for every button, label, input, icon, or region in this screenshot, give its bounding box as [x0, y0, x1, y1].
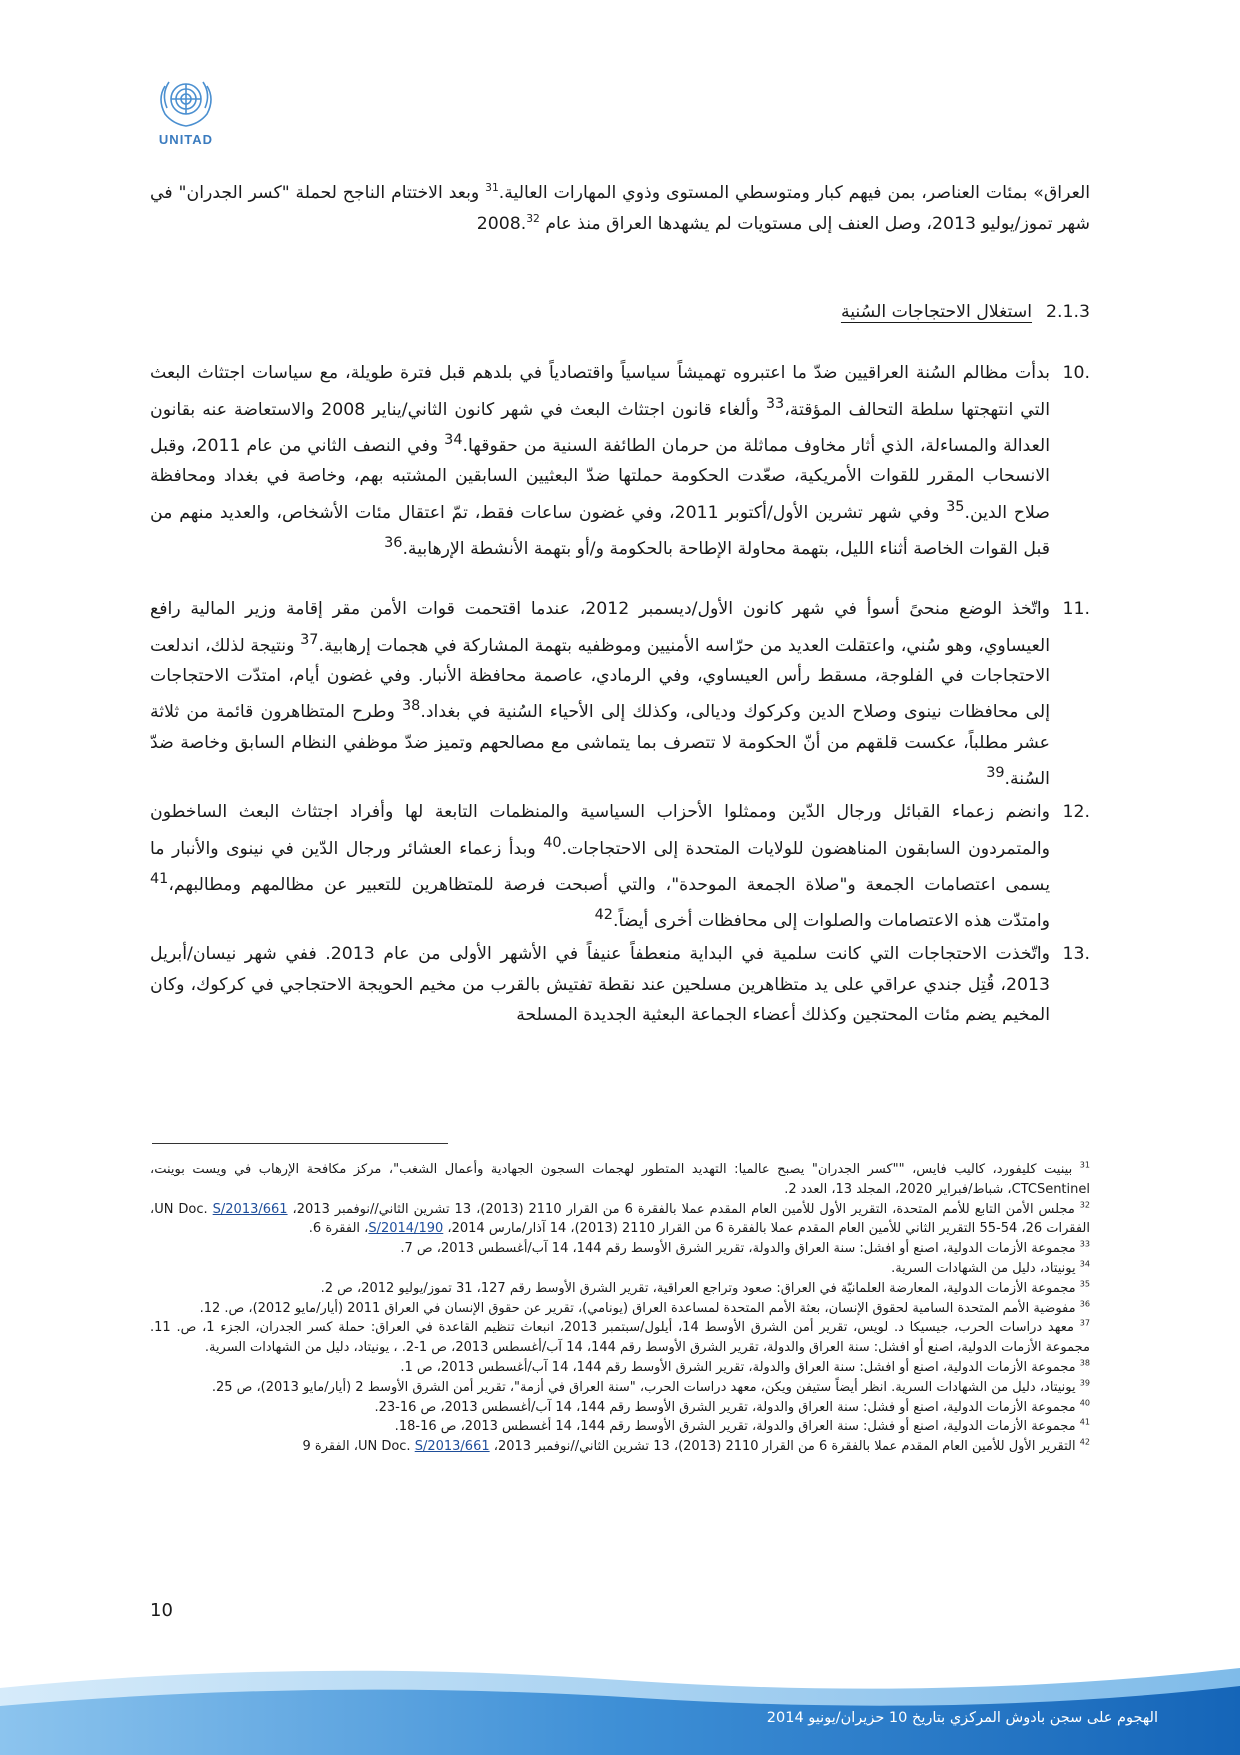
footnote-38: $^{38}$ مجموعة الأزمات الدولية، اصنع أو افشل: سنة العراق والدولة، تقرير الشرق الأوسط رقم 144، 14 آب/أغسطس 2013، ص 1.: [400, 1358, 1090, 1375]
footnote-37: $^{37}$ معهد دراسات الحرب، جيسيكا د. لويس، تقرير أمن الشرق الأوسط 14، أيلول/سبتمبر 2013، انبعاث تنظيم القاعدة في العراق: حملة كسر الجدران، الجزء 1، ص. 11. مجموعة الأزمات الدولية، اصنع أو افشل: سنة العراق والدولة، تقرير الشرق الأوسط رقم 144، 14 آب/أغسطس 2013، ص 1-2. ، يونيتاد، دليل من الشهادات السرية.: [150, 1319, 1091, 1356]
footnote-36: $^{36}$ مفوضية الأمم المتحدة السامية لحقوق الإنسان، بعثة الأمم المتحدة لمساعدة العراق (يونامي)، تقرير عن حقوق الإنسان في العراق 2011 (أيار/مايو 2012)، ص. 12.: [199, 1299, 1090, 1316]
paragraph-number: 13.: [1062, 944, 1090, 964]
footnote-34: $^{34}$ يونيتاد، دليل من الشهادات السرية.: [891, 1259, 1090, 1276]
doc-link-s-2013-661[interactable]: S/2013/661: [414, 1439, 490, 1455]
footnotes: [150, 1160, 1090, 1457]
paragraph-10: [150, 358, 1090, 564]
section-title: استغلال الاحتجاجات السُنية: [840, 302, 1033, 322]
paragraph-12: [150, 797, 1090, 936]
paragraph-text: واتّخذ الوضع منحىً أسوأ في شهر كانون الأول/ديسمبر 2012، عندما اقتحمت قوات الأمن مقر إقامة وزير المالية رافع العيساوي، وهو سُني، واعتقلت العديد من حرّاسه الأمنيين وموظفيه بتهمة المشاركة في هجمات إرهابية.$^{37}$ ونتيجة لذلك، اندلعت الاحتجاجات في الفلوجة، مسقط رأس العيساوي، وفي الرمادي، عاصمة محافظة الأنبار. وفي غضون أيام، امتدّت الاحتجاجات إلى محافظات نينوى وصلاح الدين وكركوك وديالى، وكذلك إلى الأحياء السُنية في بغداد.$^{38}$ وطرح المتظاهرون قائمة من ثلاثة عشر مطلباً، عكست قلقهم من أنّ الحكومة لا تتصرف بما يتماشى مع مصالحهم وتميز ضدّ موظفي النظام السابق وخاصة ضدّ السُنة.$^{39}$: [150, 599, 1050, 789]
footnote-separator: [152, 1143, 448, 1144]
footnote-35: $^{35}$ مجموعة الأزمات الدولية، المعارضة العلمانيّة في العراق: صعود وتراجع العراقية، تقرير الشرق الأوسط رقم 127، 31 تموز/يوليو 2012، ص 2.: [320, 1279, 1090, 1296]
section-heading: [841, 302, 1090, 322]
paragraph-text: وانضم زعماء القبائل ورجال الدّين وممثلوا الأحزاب السياسية والمنظمات التابعة لها وأفراد اجتثاث البعث الساخطون والمتمردون السابقون المناهضون للولايات المتحدة إلى الاحتجاجات.$^{40}$ وبدأ زعماء العشائر ورجال الدّين في نينوى والأنبار ما يسمى اعتصامات الجمعة و"صلاة الجمعة الموحدة"، والتي أصبحت فرصة للمتظاهرين للتعبير عن مظالمهم ومطالبهم،$^{41}$ وامتدّت هذه الاعتصامات والصلوات إلى محافظات أخرى أيضاً.$^{42}$: [150, 802, 1050, 931]
footnote-42: $^{42}$ التقرير الأول للأمين العام المقدم عملا بالفقرة 6 من القرار 2110 (2013)، 13 تشرين الثاني//نوفمبر 2013، UN Doc. S/2013/661، الفقرة 9: [302, 1437, 1090, 1455]
paragraph-text: بدأت مظالم السُنة العراقيين ضدّ ما اعتبروه تهميشاً سياسياً واقتصادياً في بلدهم قبل فترة طويلة، مع سياسات اجتثاث البعث التي انتهجتها سلطة التحالف المؤقتة،$^{33}$ وألغاء قانون اجتثاث البعث في شهر كانون الثاني/يناير 2008 والاستعاضة عنه بقانون العدالة والمساءلة، الذي أثار مخاوف مماثلة من حرمان الطائفة السنية من حقوقها.$^{34}$ وفي النصف الثاني من عام 2011، وقبل الانسحاب المقرر للقوات الأمريكية، صعّدت الحكومة حملتها ضدّ البعثيين السابقين المشتبه بهم، وخاصة في بغداد ومحافظة صلاح الدين.$^{35}$ وفي شهر تشرين الأول/أكتوبر 2011، وفي غضون ساعات فقط، تمّ اعتقال مئات الأشخاص، والعديد منهم من قبل القوات الخاصة أثناء الليل، بتهمة محاولة الإطاحة بالحكومة و/أو بتهمة الأنشطة الإرهابية.$^{36}$: [150, 363, 1050, 559]
doc-link-s-2014-190[interactable]: S/2014/190: [368, 1221, 444, 1237]
footnote-31: $^{31}$ بينيت كليفورد، كاليب فايس، ""كسر الجدران" يصبح عالميا: التهديد المتطور لهجمات السجون الجهادية وأعمال الشغب"، مركز مكافحة الإرهاب في ويست بوينت، CTCSentinel، شباط/فبراير 2020، المجلد 13، العدد 2.: [150, 1160, 1090, 1197]
footer-text: الهجوم على سجن بادوش المركزي بتاريخ 10 حزيران/يونيو 2014: [766, 1710, 1158, 1726]
unitad-logo: [148, 72, 224, 147]
paragraph-number: 12.: [1062, 802, 1090, 822]
footnote-39: $^{39}$ يونيتاد، دليل من الشهادات السرية. انظر أيضاً ستيفن ويكن، معهد دراسات الحرب، "سنة العراق في أزمة"، تقرير أمن الشرق الأوسط 2 (أيار/مايو 2013)، ص 25.: [211, 1378, 1090, 1395]
paragraph-number: 10.: [1062, 363, 1090, 383]
footnote-40: $^{40}$ مجموعة الأزمات الدولية، اصنع أو فشل: سنة العراق والدولة، تقرير الشرق الأوسط رقم 144، 14 آب/أغسطس 2013، ص 16-23.: [374, 1398, 1090, 1415]
logo-text: UNITAD: [158, 132, 214, 147]
footnote-41: $^{41}$ مجموعة الأزمات الدولية، اصنع أو فشل: سنة العراق والدولة، تقرير الشرق الأوسط رقم 144، 14 أغسطس 2013، ص 16-18.: [394, 1418, 1090, 1435]
paragraph-13: [150, 939, 1090, 1031]
footnote-33: $^{33}$ مجموعة الأزمات الدولية، اصنع أو افشل: سنة العراق والدولة، تقرير الشرق الأوسط رقم 144، 14 آب/أغسطس 2013، ص 7.: [400, 1239, 1090, 1257]
footer-wave: [0, 1628, 1240, 1755]
un-emblem-icon: [153, 72, 219, 130]
footnote-32: $^{32}$ مجلس الأمن التابع للأمم المتحدة، التقرير الأول للأمين العام المقدم عملا بالفقرة 6 من القرار 2110 (2013)، 13 تشرين الثاني//نوفمبر 2013، UN Doc. S/2013/661، الفقرات 26، 54-55 التقرير الثاني للأمين العام المقدم عملا بالفقرة 6 من القرار 2110 (2013)، 14 آذار/مارس 2014، S/2014/190، الفقرة 6.: [150, 1200, 1091, 1237]
paragraph-11: [150, 594, 1090, 794]
paragraph-number: 11.: [1062, 599, 1090, 619]
page-number: 10: [150, 1600, 173, 1621]
doc-link-s-2013-661[interactable]: S/2013/661: [212, 1201, 288, 1217]
section-number: 2.1.3: [1046, 302, 1090, 322]
intro-paragraph: العراق» بمئات العناصر، بمن فيهم كبار ومتوسطي المستوى وذوي المهارات العالية.$^{31}$ وبعد الاختتام الناجح لحملة "كسر الجدران" في شهر تموز/يوليو 2013، وصل العنف إلى مستويات لم يشهدها العراق منذ عام 2008.32: [150, 181, 1091, 234]
paragraph-text: واتّخذت الاحتجاجات التي كانت سلمية في البداية منعطفاً عنيفاً في الأشهر الأولى من عام 2013. ففي شهر نيسان/أبريل 2013، قُتِل جندي عراقي على يد متظاهرين مسلحين عند نقطة تفتيش بالقرب من مخيم الحويجة الاحتجاجي في كركوك، وكان المخيم يضم مئات المحتجين وكذلك أعضاء الجماعة البعثية الجديدة المسلحة: [150, 944, 1050, 1025]
